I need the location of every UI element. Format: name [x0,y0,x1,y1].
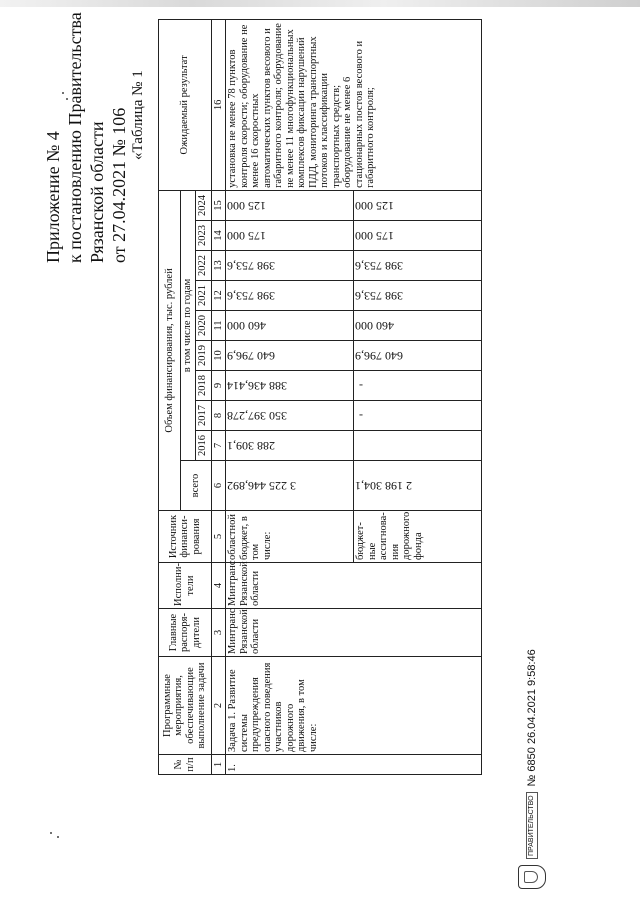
amount-cell [226,311,354,341]
amount-cell [354,190,482,220]
amount-2017: - [359,409,363,424]
amount-cell [354,461,482,511]
amount-total: 2 198 304,1 [355,479,412,494]
year-cell: 2023 [195,221,211,251]
amount-cell [226,190,354,220]
header-region: Рязанской области [87,121,107,263]
header-resolution: к постановлению Правительства [65,12,85,263]
row-source-regional: областной бюджет, в том числе: [226,511,354,563]
row-num: 1. [226,755,482,775]
stamp-org: ПРАВИТЕЛЬСТВО [526,792,538,859]
column-number: 11 [211,311,226,341]
financing-table [158,19,482,775]
amount-cell [226,341,354,371]
year-cell: 2022 [195,251,211,281]
row-executor: Минтранс Рязанской области [226,563,482,609]
registration-stamp [518,649,546,889]
amount-cell [354,341,482,371]
stamp-text: № 6850 26.04.2021 9:58:46 [526,649,538,787]
header-date-number: от 27.04.2021 № 106 [109,107,129,263]
amount-2024: 125 000 [227,199,266,214]
amount-cell [226,461,354,511]
column-number: 16 [211,19,226,190]
header-appendix: Приложение № 4 [43,131,63,263]
column-number: 5 [211,511,226,563]
amount-2020: 460 000 [355,319,394,334]
amount-cell [226,281,354,311]
row-expected-result: установка не менее 78 пунктов контроля скорости; оборудование не менее 16 скоростных автоматических пунктов весового и габаритного контроля; оборудование не менее 11 многофункциональных комплексов фиксации нарушений ПДД, мониторинга транспортных потоков и классификации транспортных средств; оборудование не менее 6 стационарных постов весового и габаритного контроля; [226,19,482,190]
head-by-years: в том числе по годам [181,190,196,460]
column-number: 7 [211,431,226,461]
head-executors: Исполни-тели [159,563,212,609]
amount-2018: - [359,379,363,394]
column-number: 15 [211,190,226,220]
column-number: 14 [211,221,226,251]
amount-cell [354,401,482,431]
head-managers: Главные распоря-дители [159,609,212,657]
year-cell: 2021 [195,281,211,311]
amount-2023: 175 000 [227,229,266,244]
table-row [226,19,354,774]
amount-2019: 640 796,9 [355,349,403,364]
year-cell: 2019 [195,341,211,371]
amount-cell [354,281,482,311]
column-number: 8 [211,401,226,431]
amount-total: 3 225 446,892 [227,479,296,494]
column-number: 1 [211,755,226,775]
amount-2020: 460 000 [227,319,266,334]
column-number: 12 [211,281,226,311]
column-number: 13 [211,251,226,281]
amount-2018: 388 436,414 [227,379,287,394]
head-volume: Объем финансирования, тыс. рублей [159,190,181,510]
amount-2022: 398 753,6 [355,259,403,274]
amount-cell [354,431,482,461]
amount-2017: 350 397,278 [227,409,287,424]
column-number: 9 [211,371,226,401]
amount-cell [226,401,354,431]
amount-2023: 175 000 [355,229,394,244]
row-source-road-fund: бюджет-ные ассигнова-ния дорожного фонда [354,511,482,563]
column-number: 6 [211,461,226,511]
year-cell: 2020 [195,311,211,341]
amount-cell [226,221,354,251]
amount-cell [226,431,354,461]
amount-cell [354,221,482,251]
emblem-icon [518,865,546,889]
amount-2021: 398 753,6 [355,289,403,304]
table-label: «Таблица № 1 [130,70,146,160]
amount-cell [226,251,354,281]
amount-2022: 398 753,6 [227,259,275,274]
amount-2016: 288 309,1 [227,439,275,454]
head-result: Ожидаемый результат [159,19,212,190]
amount-cell [354,371,482,401]
amount-2021: 398 753,6 [227,289,275,304]
year-cell: 2018 [195,371,211,401]
document-header [42,12,130,263]
amount-2024: 125 000 [355,199,394,214]
head-total: всего [181,461,212,511]
year-cell: 2016 [195,431,211,461]
column-number: 4 [211,563,226,609]
column-number: 2 [211,657,226,755]
column-numbers-row [211,19,226,774]
column-number: 3 [211,609,226,657]
row-measure: Задача 1. Развитие системы предупреждения опасного поведения участников дорожного движения, в том числе: [226,657,482,755]
amount-2019: 640 796,9 [227,349,275,364]
amount-cell [354,311,482,341]
head-measures: Программные мероприятия, обеспечивающие выполнение задачи [159,657,212,755]
year-cell: 2017 [195,401,211,431]
amount-cell [226,371,354,401]
year-cell: 2024 [195,190,211,220]
column-number: 10 [211,341,226,371]
head-num: № п/п [159,755,212,775]
row-manager: Минтранс Рязанской области [226,609,482,657]
head-source: Источник финанси-рования [159,511,212,563]
amount-cell [354,251,482,281]
